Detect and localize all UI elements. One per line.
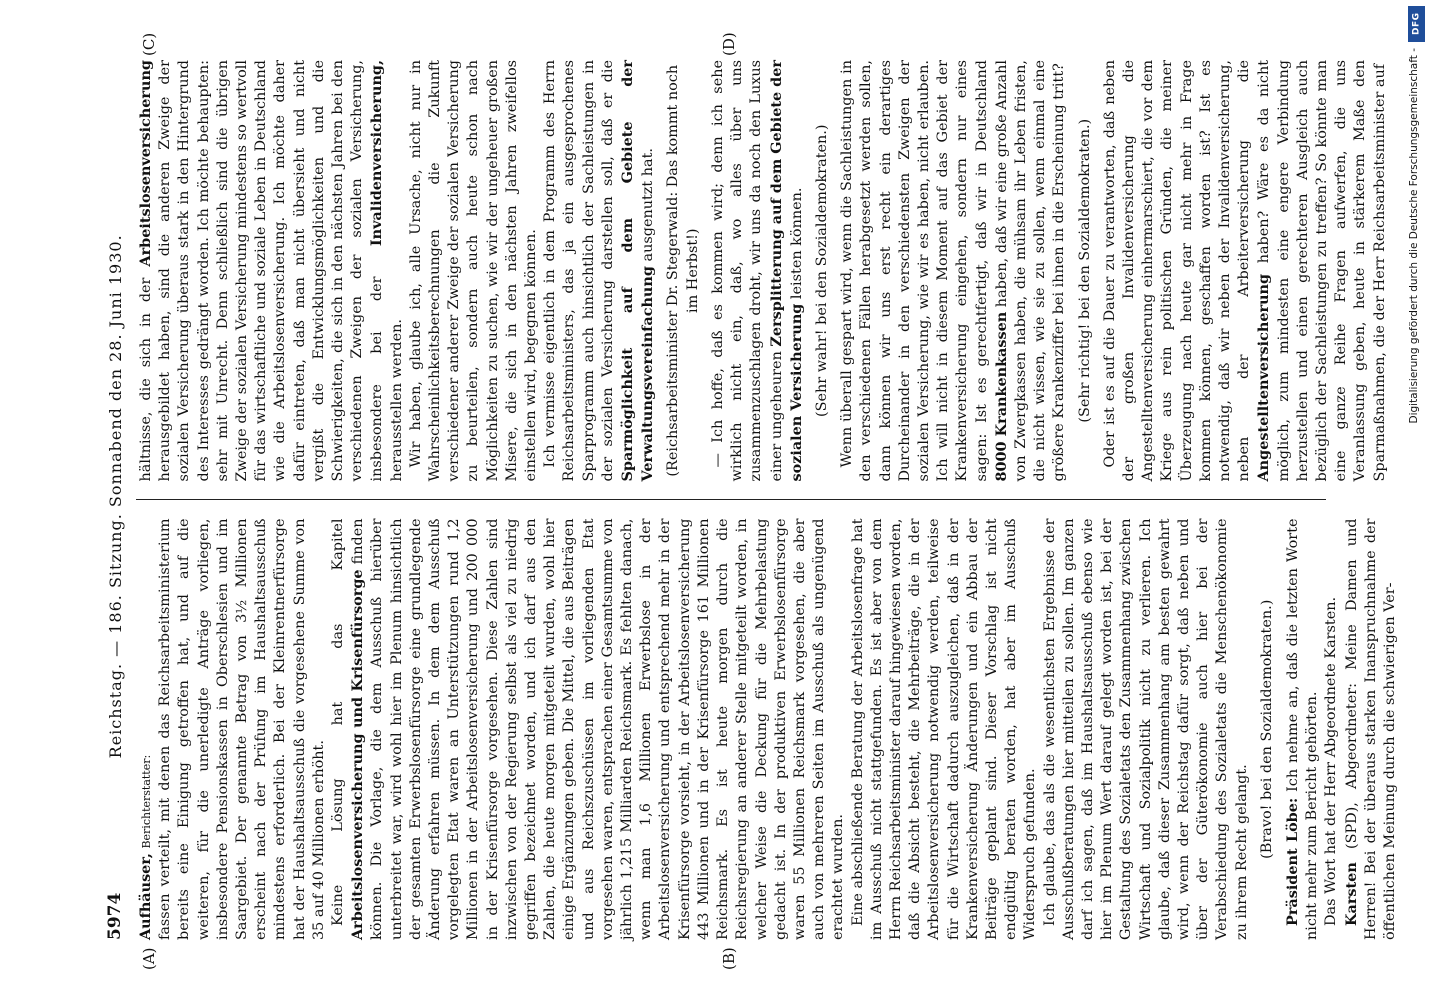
margin-marker-c: (C): [140, 32, 158, 56]
emphasis: 8000 Krankenkassen: [992, 311, 1010, 482]
president-name: Präsident Löbe:: [1283, 797, 1301, 926]
paragraph: Eine abschließende Beratung der Arbeitslosenfrage hat im Ausschuß nicht stattgefunden. Es ist aber von dem Herrn Reichsarbeitsminister darauf hingewiesen worden, daß die Absicht besteht, die Mehrbeiträge, die in der Arbeitslosenversicherung notwendig werden, teilweise für die Wirtschaft dadurch auszugleichen, daß in der Krankenversicherung Änderungen und ein Abbau der Beiträge geplant sind. Dieser Vorschlag ist nicht endgültig beraten worden, hat aber im Ausschuß Widerspruch gefunden.: [849, 518, 1039, 940]
page-number: 5974: [105, 892, 125, 940]
left-column: [136, 518, 1398, 941]
paragraph: Ich vermisse eigentlich in dem Programm des Herrn Reichsarbeitsministers, das ja ein ausgesprochenes Sparprogramm auch hinsichtlich der Sachleistungen in der sozialen Versicherung darstellen soll, daß er die Sparmöglichkeit auf dem Gebiete der Verwaltungsvereinfachung ausgenutzt hat.: [542, 60, 657, 482]
paragraph: Das Wort hat der Herr Abgeordnete Karsten.: [1323, 596, 1340, 926]
emphasis: Invalidenversicherung,: [368, 60, 386, 247]
speaker-role: Berichterstatter:: [140, 754, 153, 849]
paragraph: Oder ist es auf die Dauer zu verantworten, daß neben der großen Invalidenversicherung die Angestelltenversicherung einhermarschiert, die vor dem Kriege aus rein politischen Gründen, die meiner Überzeugung nach heute gar nicht mehr in Frage kommen können, geschaffen worden ist? Ist es notwendig, daß wir neben der Invalidenversicherung, neben der Arbeiterversicherung die Angestelltenversicherung haben? Wäre es da nicht möglich, zum mindesten eine engere Verbindung herzustellen und einen gerechteren Ausgleich auch bezüglich der Sachleistungen zu treffen? So könnte man eine ganze Reihe Fragen aufwerfen, die uns Veranlassung geben, heute in stärkerem Maße den Sparmaßnahmen, die der Herr Reichsarbeitsminister auf: [1101, 60, 1388, 482]
speaker-karsten: Karsten: [1342, 862, 1360, 926]
text-columns: [136, 60, 1398, 940]
interjection: (Reichsarbeitsminister Dr. Stegerwald: Das kommt noch im Herbst!): [665, 64, 701, 477]
page-header: [100, 60, 130, 940]
margin-marker-d: (D): [720, 32, 738, 56]
emphasis: Zersplitterung auf dem Gebiete der sozialen Versicherung: [767, 60, 805, 482]
cheer-note: (Sehr richtig! bei den Sozialdemokraten.): [1076, 118, 1093, 423]
speaker-line: [136, 519, 156, 941]
margin-marker-a: (A): [140, 947, 158, 970]
paragraph: Ich glaube, das als die wesentlichsten Ergebnisse der Ausschußberatungen hier mitteilen zu sollen. Im ganzen darf ich sagen, daß im Haushaltsausschuß ebenso wie hier im Plenum Wert darauf gelegt worden ist, bei der Gestaltung des Sozialetats den Zusammenhang zwischen Wirtschaft und Sozialpolitik nicht zu verlieren. Ich glaube, daß dieser Zusammenhang am besten gewahrt wird, wenn der Reichstag dafür sorgt, daß neben und über der Güterökonomie auch hier bei der Verabschiedung des Sozialetats die Menschenökonomie zu ihrem Recht gelangt.: [1041, 518, 1250, 940]
digitization-note: Digitalisierung gefördert durch die Deutsche Forschungsgemeinschaft -: [1408, 48, 1420, 424]
margin-marker-b: (B): [720, 947, 738, 970]
paragraph: hältnisse, die sich in der Arbeitslosenversicherung herausgebildet haben, sind die anderen Zweige der sozialen Versicherung überaus stark in den Hintergrund des Interesses gedrängt worden. Ich möchte behaupten: sehr mit Unrecht. Denn schließlich sind die übrigen Zweige der sozialen Versicherung mindestens so wertvoll für das wirtschaftliche und soziale Leben in Deutschland wie die Arbeitslosenversicherung. Ich möchte daher dafür eintreten, daß man nicht übersieht und nicht vergißt die Entwicklungsmöglichkeiten und die Schwierigkeiten, die sich in den nächsten Jahren bei den verschiedenen Zweigen der sozialen Versicherung, insbesondere bei der Invalidenversicherung, herausstellen werden.: [137, 60, 405, 482]
paragraph: fassen verteilt, mit denen das Reichsarbeitsministerium bereits eine Einigung getroffen hat, und auf die weiteren, für die unerledigte Anträge vorliegen, insbesondere Pensionskassen in Oberschlesien und im Saargebiet. Der genannte Betrag von 3½ Millionen erscheint nach der Prüfung im Haushaltsausschuß mindestens erforderlich. Bei der Kleinrentnerfürsorge hat der Haushaltsausschuß die vorgesehene Summe von 35 auf 40 Millionen erhöht.: [157, 518, 327, 940]
rotated-document-page: [100, 32, 1398, 970]
paragraph: Wenn überall gespart wird, wenn die Sachleistungen in den verschiedenen Fällen herabgesetzt werden sollen, dann können wir uns erst recht ein derartiges Durcheinander in den verschiedensten Zweigen der sozialen Versicherung, wie wir es haben, nicht erlauben. Ich will nicht in diesem Moment auf das Gebiet der Krankenversicherung eingehen, sondern nur eines sagen: Ist es gerechtfertigt, daß wir in Deutschland 8000 Krankenkassen haben, daß wir eine große Anzahl von Zwergkassen haben, die mühsam ihr Leben fristen, die nicht wissen, wie sie zu sollen, wenn einmal eine größere Krankenziffer bei ihnen in die Erscheinung tritt?: [839, 60, 1068, 482]
column-divider: [136, 500, 1326, 501]
dfg-logo-icon: DFG: [1408, 6, 1425, 42]
emphasis: Arbeitslosenversicherung und Krisenfürsorge: [349, 569, 367, 940]
page-title: Reichstag. — 186. Sitzung. Sonnabend den 28. Juni 1930.: [105, 234, 125, 759]
paragraph: Wir haben, glaube ich, alle Ursache, nicht nur in Wahrscheinlichkeitsberechnungen die Zukunft verschiedener anderer Zweige der sozialen Versicherung zu beurteilen, sondern auch heute schon nach Möglichkeiten zu suchen, wie wir der ungeheuer großen Misere, die sich in den nächsten Jahren zweifellos einstellen wird, begegnen können.: [407, 60, 540, 482]
emphasis: Angestelltenversicherung: [1255, 273, 1273, 482]
applause-note: (Bravo! bei den Sozialdemokraten.): [1258, 599, 1275, 859]
emphasis: Sparmöglichkeit auf dem Gebiete der Verwaltungsvereinfachung: [619, 60, 657, 482]
karsten-paragraph: Karsten (SPD), Abgeordneter: Meine Damen und Herren! Bei der überaus starken Inanspruchnahme der öffentlichen Meinung durch die schwierigen Ver-: [1342, 518, 1398, 940]
paragraph: — Ich hoffe, daß es kommen wird; denn ich sehe wirklich nicht ein, daß, wo alles über uns zusammenzuschlagen droht, wir uns da noch den Luxus einer ungeheuren Zersplitterung auf dem Gebiete der sozialen Versicherung leisten können.: [709, 60, 805, 482]
digitization-sidebar: [1400, 0, 1434, 1000]
right-column: [136, 60, 1388, 482]
speaker-name: Aufhäuser,: [137, 853, 154, 940]
president-paragraph: Präsident Löbe: Ich nehme an, daß die letzten Worte nicht mehr zum Bericht gehörten.: [1283, 518, 1321, 940]
paragraph: Keine Lösung hat das Kapitel Arbeitslosenversicherung und Krisenfürsorge finden können. Die Vorlage, die dem Ausschuß hierüber unterbreitet war, wird wohl hier im Plenum hinsichtlich der gesamten Erwerbslosenfürsorge eine grundlegende Änderung erfahren müssen. In dem dem Ausschuß vorgelegten Etat waren an Unterstützungen rund 1,2 Millionen in der Arbeitslosenversicherung und 200 000 in der Krisenfürsorge vorgesehen. Diese Zahlen sind inzwischen von der Regierung selbst als viel zu niedrig gegriffen bezeichnet worden, und ich darf aus den Zahlen, die heute morgen mitgeteilt wurden, wohl hier einige Ergänzungen geben. Die Mittel, die aus Beiträgen und aus Reichszuschüssen im vorliegenden Etat vorgesehen waren, entsprachen einer Gesamtsumme von jährlich 1,215 Milliarden Reichsmark. Es fehlten danach, wenn man 1,6 Millionen Erwerbslose in der Arbeitslosenversicherung und entsprechend mehr in der Krisenfürsorge vorsieht, in der Arbeitslosenversicherung 443 Millionen und in der Krisenfürsorge 161 Millionen Reichsmark. Es ist heute morgen durch die Reichsregierung an anderer Stelle mitgeteilt worden, in welcher Weise die Deckung für die Mehrbelastung gedacht ist. In der produktiven Erwerbslosenfürsorge waren 55 Millionen Reichsmark vorgesehen, die aber auch von mehreren Seiten im Ausschuß als ungenügend erachtet wurden.: [330, 518, 847, 940]
cheer-note: (Sehr wahr! bei den Sozialdemokraten.): [813, 124, 830, 417]
emphasis: Arbeitslosenversicherung: [137, 60, 154, 267]
